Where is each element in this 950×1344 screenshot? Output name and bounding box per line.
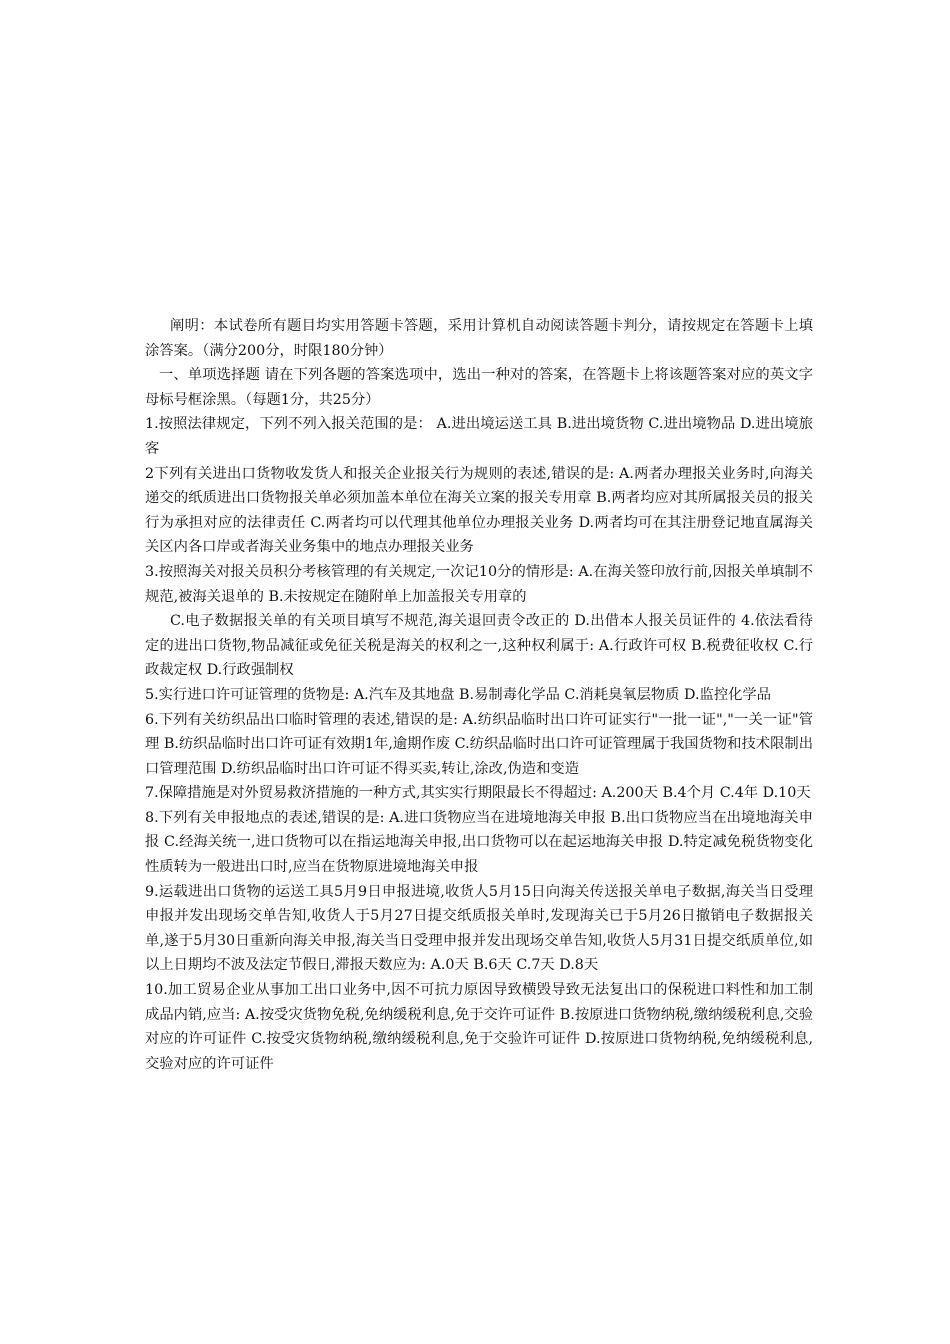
exam-instructions: 阐明：本试卷所有题目均实用答题卡答题，采用计算机自动阅读答题卡判分，请按规定在答题卡上填涂答案。（满分200分，时限180分钟） [145,318,813,359]
question-9: 9.运载进出口货物的运送工具5月9日申报进境,收货人5月15日向海关传送报关单电子数据,海关当日受理申报并发出现场交单告知,收货人于5月27日提交纸质报关单时,发现海关已于5月26日撤销电子数据报关单,遂于5月30日重新向海关申报,海关当日受理申报并发出现场交单告知,收货人5月31日提交纸质单位,如以上日期均不波及法定节假日,滞报天数应为: A.0天 B.6天 C.7天 D.8天 [145,883,813,974]
question-3: 3.按照海关对报关员积分考核管理的有关规定,一次记10分的情形是: A.在海关签印放行前,因报关单填制不规范,被海关退单的 B.未按规定在随附单上加盖报关专用章的 [145,563,813,605]
question-2: 2下列有关进出口货物收发货人和报关企业报关行为规则的表述,错误的是: A.两者办理报关业务时,向海关递交的纸质进出口货物报关单必须加盖本单位在海关立案的报关专用章 B.两者均应对其所属报关员的报关行为承担对应的法律责任 C.两者均可以代理其他单位办理报关业务 D.两者均可在其注册登记地直属海关关区内各口岸或者海关业务集中的地点办理报关业务 [145,465,813,556]
question-5: 5.实行进口许可证管理的货物是: A.汽车及其地盘 B.易制毒化学品 C.消耗臭氧层物质 D.监控化学品 [145,686,772,703]
document-body [145,314,813,1076]
question-1: 1.按照法律规定，下列不列入报关范围的是： A.进出境运送工具 B.进出境货物 C.进出境物品 D.进出境旅客 [145,416,813,457]
section-header: 一、单项选择题 请在下列各题的答案选项中，选出一种对的答案，在答题卡上将该题答案对应的英文字母标号框涂黑。（每题1分，共25分） [145,367,813,408]
question-6: 6.下列有关纺织品出口临时管理的表述,错误的是: A.纺织品临时出口许可证实行"一批一证","一关一证"管理 B.纺织品临时出口许可证有效期1年,逾期作废 C.纺织品临时出口许可证管理属于我国货物和技术限制出口管理范围 D.纺织品临时出口许可证不得买卖,转让,涂改,伪造和变造 [145,711,813,777]
question-10: 10.加工贸易企业从事加工出口业务中,因不可抗力原因导致横毁导致无法复出口的保税进口料性和加工制成品内销,应当: A.按受灾货物免税,免纳缓税利息,免于交许可证件 B.按原进口货物纳税,缴纳缓税利息,交验对应的许可证件 C.按受灾货物纳税,缴纳缓税利息,免于交验许可证件 D.按原进口货物纳税,免纳缓税利息,交验对应的许可证件 [145,982,813,1072]
question-7: 7.保障措施是对外贸易救济措施的一种方式,其实实行期限最长不得超过: A.200天 B.4个月 C.4年 D.10天 [145,785,811,802]
question-3-continued: C.电子数据报关单的有关项目填写不规范,海关退回责令改正的 D.出借本人报关员证件的 4.依法看待定的进出口货物,物品减征或免征关税是海关的权利之一,这种权利属于: A.行政许可权 B.税费征收权 C.行政裁定权 D.行政强制权 [145,613,813,679]
question-8: 8.下列有关申报地点的表述,错误的是: A.进口货物应当在进境地海关申报 B.出口货物应当在出境地海关申报 C.经海关统一,进口货物可以在指运地海关申报,出口货物可以在起运地海关申报 D.特定减免税货物变化性质转为一般进出口时,应当在货物原进境地海关申报 [145,809,813,876]
